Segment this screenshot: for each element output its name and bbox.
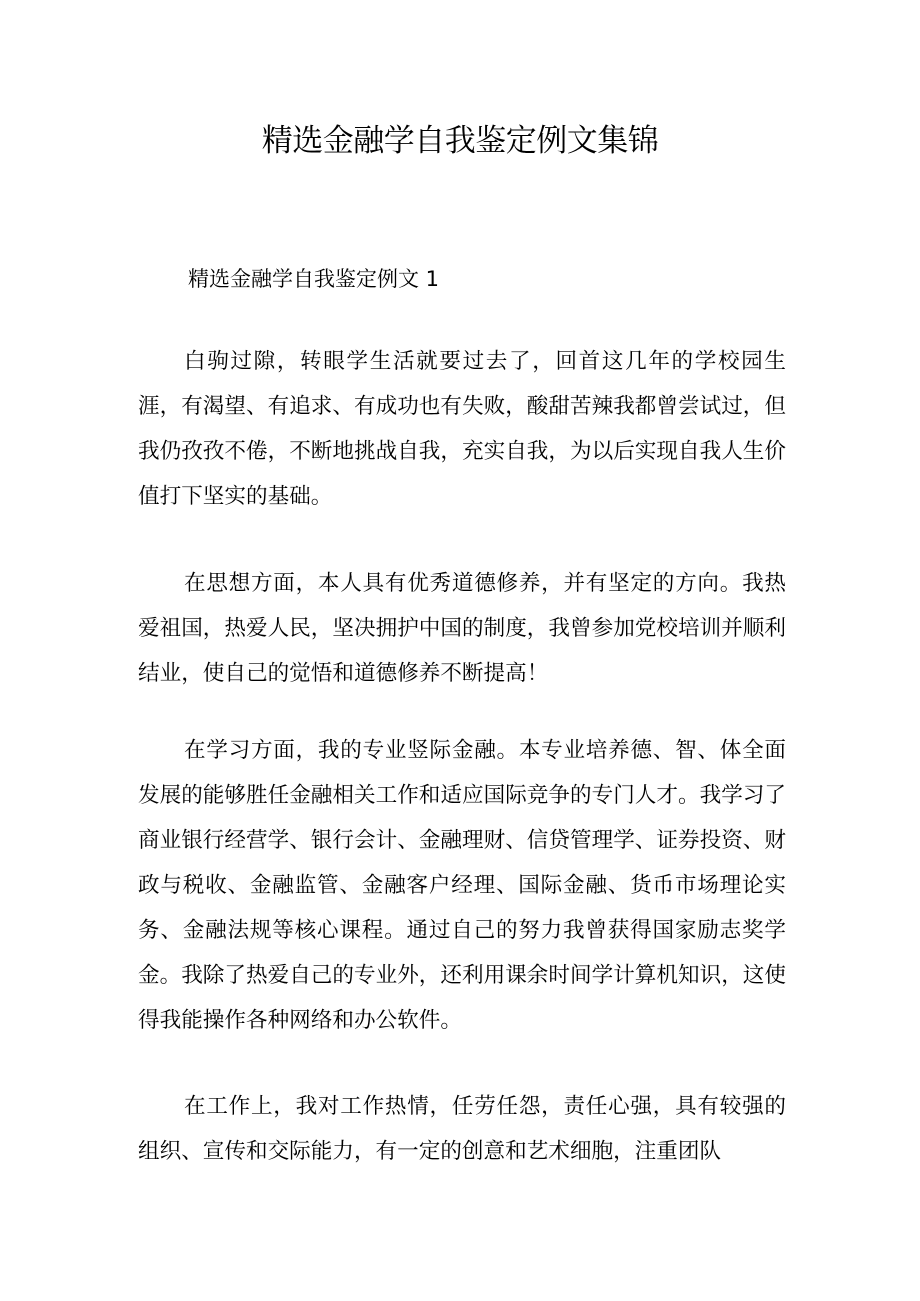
paragraph-study: 在学习方面，我的专业竖际金融。本专业培养德、智、体全面发展的能够胜任金融相关工作和适应国际竞争的专门人才。我学习了商业银行经营学、银行会计、金融理财、信贷管理学、证券投资、财政与税收、金融监管、金融客户经理、国际金融、货币市场理论实务、金融法规等核心课程。通过自己的努力我曾获得国家励志奖学金。我除了热爱自己的专业外，还利用课余时间学计算机知识，这使得我能操作各种网络和办公软件。 xyxy=(138,738,786,1033)
section-heading: 精选金融学自我鉴定例文 1 xyxy=(188,267,440,291)
paragraph-intro: 白驹过隙，转眼学生活就要过去了，回首这几年的学校园生涯，有渴望、有追求、有成功也有失败，酸甜苦辣我都曾尝试过，但我仍孜孜不倦，不断地挑战自我，充实自我，为以后实现自我人生价值打下坚实的基础。 xyxy=(138,349,786,509)
paragraph-work: 在工作上，我对工作热情，任劳任怨，责任心强，具有较强的组织、宣传和交际能力，有一定的创意和艺术细胞，注重团队 xyxy=(138,1094,786,1164)
document-title: 精选金融学自我鉴定例文集锦 xyxy=(261,123,659,159)
paragraph-ideology: 在思想方面，本人具有优秀道德修养，并有坚定的方向。我热爱祖国，热爱人民，坚决拥护中国的制度，我曾参加党校培训并顺利结业，使自己的觉悟和道德修养不断提高！ xyxy=(138,571,786,686)
